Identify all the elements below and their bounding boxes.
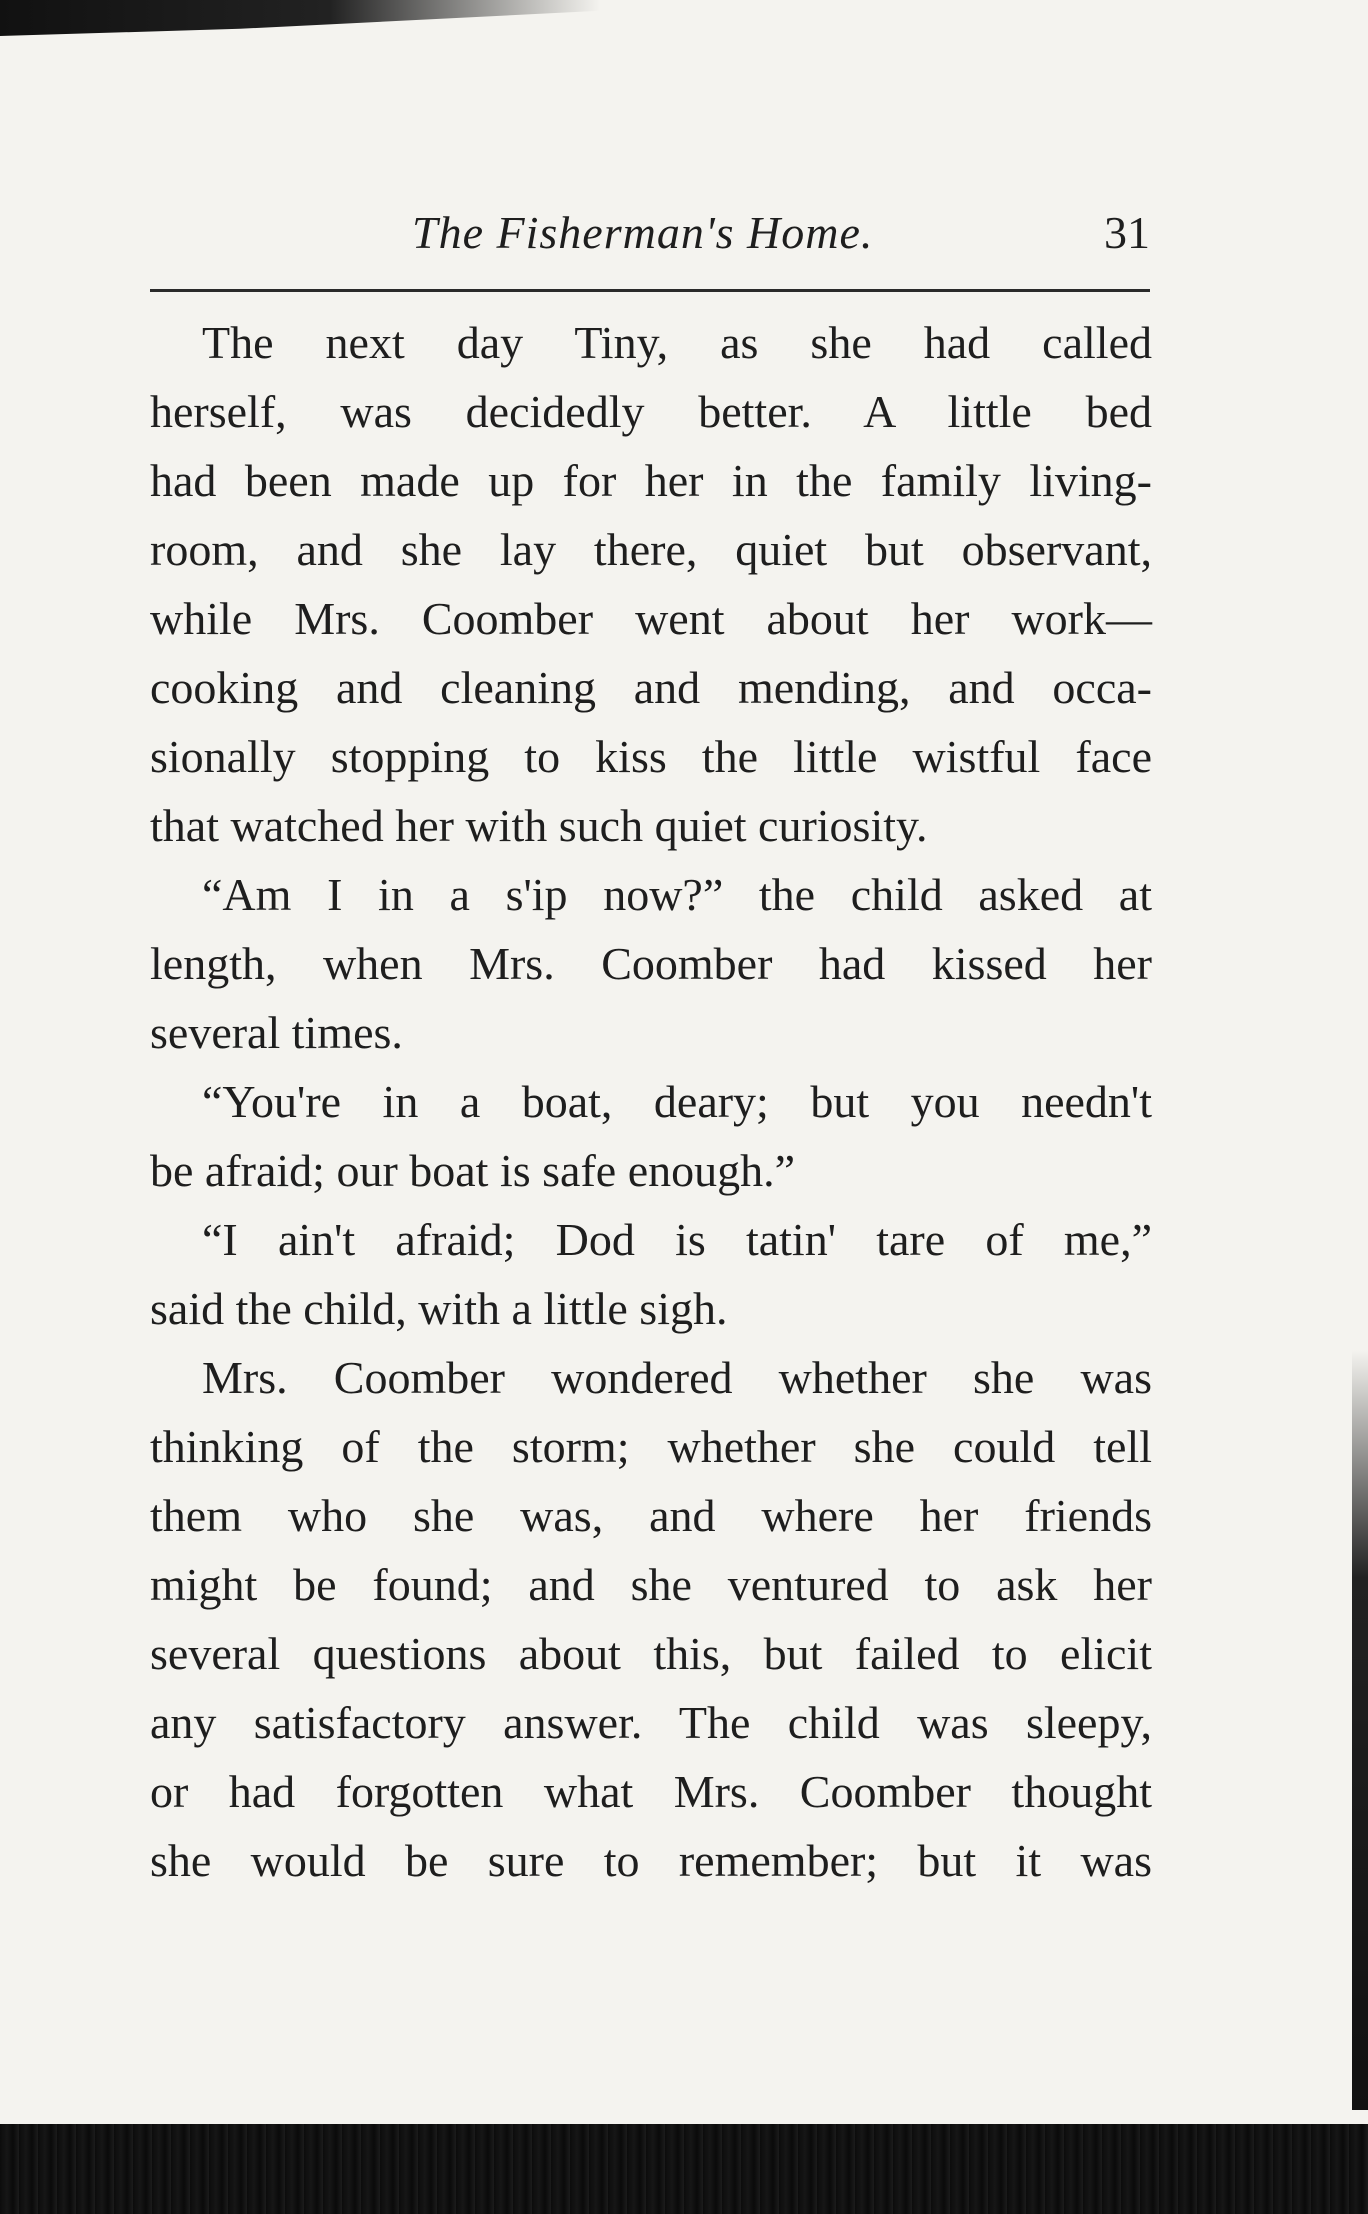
scan-edge-bottom [0,2124,1368,2214]
text-line: them who she was, and where her friends [150,1490,1152,1541]
page-number: 31 [1104,207,1150,258]
scan-edge-right [1352,1350,1368,2110]
text-line: The next day Tiny, as she had called [202,317,1152,368]
text-line: or had forgotten what Mrs. Coomber thought [150,1766,1152,1817]
header-rule [150,289,1150,292]
text-line: any satisfactory answer. The child was sleepy, [150,1697,1152,1748]
text-line: length, when Mrs. Coomber had kissed her [150,938,1152,989]
text-line: thinking of the storm; whether she could tell [150,1421,1152,1472]
text-line: room, and she lay there, quiet but observant, [150,524,1152,575]
running-title: The Fisherman's Home. [412,207,874,258]
page-header [150,200,1150,280]
text-line: “Am I in a s'ip now?” the child asked at [202,869,1152,920]
text-line: while Mrs. Coomber went about her work— [150,593,1152,644]
text-line: cooking and cleaning and mending, and occa- [150,662,1152,713]
text-line: sionally stopping to kiss the little wistful face [150,731,1152,782]
text-line: herself, was decidedly better. A little bed [150,386,1152,437]
text-line: “I ain't afraid; Dod is tatin' tare of me,” [202,1214,1152,1265]
text-line: several questions about this, but failed to elicit [150,1628,1152,1679]
text-line: might be found; and she ventured to ask her [150,1559,1152,1610]
body-text [150,308,1152,1895]
text-line: “You're in a boat, deary; but you needn't [202,1076,1152,1127]
text-line: be afraid; our boat is safe enough.” [150,1145,796,1196]
text-line: had been made up for her in the family living- [150,455,1152,506]
text-line: she would be sure to remember; but it was [150,1835,1152,1886]
text-line: that watched her with such quiet curiosity. [150,800,928,851]
text-line: several times. [150,1007,403,1058]
text-line: said the child, with a little sigh. [150,1283,728,1334]
text-line: Mrs. Coomber wondered whether she was [202,1352,1152,1403]
scan-edge-top [0,0,600,36]
